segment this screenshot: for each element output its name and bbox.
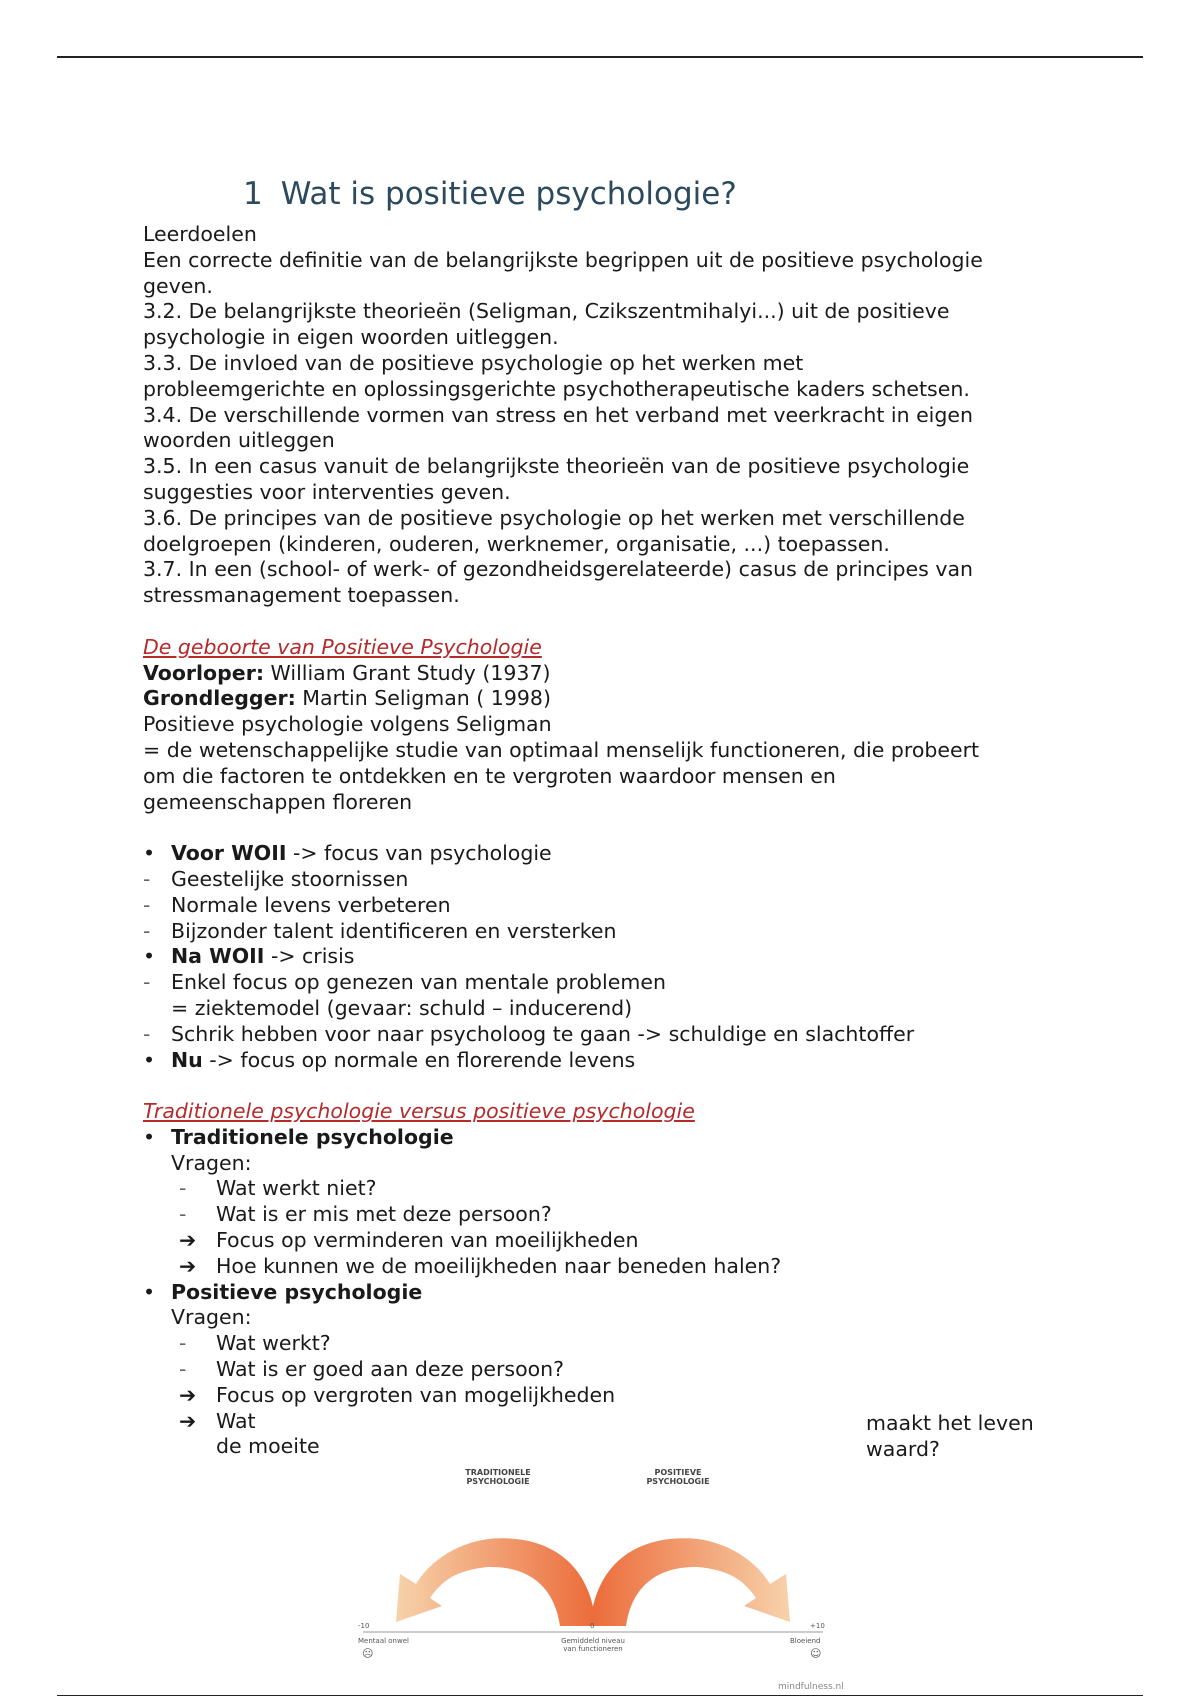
list-item [143,1125,1063,1151]
axis-label-left: Mentaal onwel [358,1637,409,1645]
footer-rule [57,1695,1143,1696]
list-item-text: Bijzonder talent identificeren en versterken [171,918,617,943]
nu-label: Nu [171,1047,203,1072]
leerdoel-line: suggesties voor interventies geven. [143,479,511,504]
axis-label-mid [548,1637,638,1653]
dash-marker: - [179,1331,187,1356]
arrow-icon: ➔ [179,1253,197,1278]
bullet-marker: • [143,1124,156,1149]
chapter-number: 1 [243,176,263,212]
voor-woii-label: Voor WOII [171,841,287,866]
figure-label-line: PSYCHOLOGIE [466,1477,530,1486]
list-item [143,1202,1063,1228]
list-item [143,1357,1063,1383]
list-item [143,1228,1063,1254]
leerdoelen-heading: Leerdoelen [143,222,257,246]
dash-marker: - [143,1021,151,1046]
leerdoel-line: 3.3. De invloed van de positieve psychologie op het werken met [143,350,804,375]
document-body [143,222,1063,1460]
leerdoel-line: 3.4. De verschillende vormen van stress en het verband met veerkracht in eigen [143,402,973,427]
arrow-icon: ➔ [179,1382,197,1407]
leerdoel-line: woorden uitleggen [143,428,335,453]
list-item [143,1280,1063,1306]
list-item [143,1022,1063,1048]
figure-label-line: POSITIEVE [654,1468,702,1477]
wrapped-text-line: maakt het leven [866,1411,1034,1435]
axis-label-line: van functioneren [563,1645,623,1653]
leerdoel-line: 3.2. De belangrijkste theorieën (Seligman, Czikszentmihalyi...) uit de positieve [143,299,950,324]
voor-woii-text: -> focus van psychologie [286,841,552,866]
positieve-arrow [590,1538,790,1626]
definition-line: = de wetenschappelijke studie van optimaal menselijk functioneren, die probeert [143,737,980,762]
leerdoel-line: 3.7. In een (school- of werk- of gezondheidsgerelateerde) casus de principes van [143,557,974,582]
tick-left: -10 [358,1622,370,1630]
axis-label-line: Gemiddeld niveau [561,1637,625,1645]
definition-line: gemeenschappen floreren [143,789,413,814]
figure-label-line: PSYCHOLOGIE [646,1477,710,1486]
grondlegger-line [143,686,1063,712]
list-item [143,841,1063,867]
list-item [143,1331,1063,1357]
trad-title: Traditionele psychologie [171,1124,454,1149]
voorloper-label: Voorloper: [143,660,265,685]
leerdoel-line: 3.6. De principes van de positieve psychologie op het werken met verschillende [143,505,965,530]
list-item [143,970,1063,996]
leerdoel-line: geven. [143,273,213,298]
nu-text: -> focus op normale en florerende levens [202,1047,636,1072]
figure-credit: mindfulness.nl [778,1682,844,1692]
answer-text: Focus op vergroten van mogelijkheden [216,1382,616,1407]
wrapped-text-right [866,1411,1066,1463]
list-item [143,919,1063,945]
dash-marker: - [143,918,151,943]
definition-line: Positieve psychologie volgens Seligman [143,712,552,737]
leerdoel-line: stressmanagement toepassen. [143,583,460,608]
list-item-text: Normale levens verbeteren [171,892,451,917]
leerdoel-line: 3.5. In een casus vanuit de belangrijkste theorieën van de positieve psychologie [143,454,970,479]
question-text: Wat is er mis met deze persoon? [216,1202,552,1227]
section-heading-geboorte: De geboorte van Positieve Psychologie [143,634,542,659]
answer-text: Focus op verminderen van moeilijkheden [216,1228,639,1253]
na-woii-text: -> crisis [264,944,355,969]
list-item-text: Schrik hebben voor naar psycholoog te gaan -> schuldige en slachtoffer [171,1021,915,1046]
voorloper-value: William Grant Study (1937) [264,660,551,685]
na-woii-label: Na WOII [171,944,265,969]
leerdoel-line: psychologie in eigen woorden uitleggen. [143,325,559,350]
leerdoel-line: Een correcte definitie van de belangrijkste begrippen uit de positieve psychologie [143,247,983,272]
vragen-label: Vragen: [171,1305,252,1330]
list-item [143,944,1063,970]
chapter-title-text: Wat is positieve psychologie? [280,176,737,212]
bullet-marker: • [143,1047,156,1072]
dash-marker: - [179,1357,187,1382]
list-item [143,1048,1063,1074]
grondlegger-value: Martin Seligman ( 1998) [295,686,551,711]
sad-face-icon: ☹ [362,1647,374,1660]
list-item-text: Geestelijke stoornissen [171,866,409,891]
answer-text: Hoe kunnen we de moeilijkheden naar beneden halen? [216,1253,782,1278]
bullet-marker: • [143,841,156,866]
tick-right: +10 [810,1622,825,1630]
psychology-arrows-figure [358,1454,844,1694]
happy-face-icon: ☺ [810,1647,822,1660]
arrow-icon: ➔ [179,1228,197,1253]
tick-mid: 0 [590,1622,595,1630]
pos-title: Positieve psychologie [171,1279,423,1304]
section-heading-versus: Traditionele psychologie versus positieve psychologie [143,1099,695,1124]
answer-text: Wat [216,1408,256,1433]
bullet-marker: • [143,944,156,969]
question-text: Wat werkt? [216,1331,331,1356]
header-rule [57,56,1143,58]
voorloper-line [143,661,1063,687]
list-item [143,1254,1063,1280]
vragen-label: Vragen: [171,1150,252,1175]
dash-marker: - [143,970,151,995]
list-item-continuation: = ziektemodel (gevaar: schuld – inducerend) [171,995,633,1020]
dash-marker: - [143,892,151,917]
leerdoel-line: probleemgerichte en oplossingsgerichte psychotherapeutische kaders schetsen. [143,376,970,401]
figure-label-line: TRADITIONELE [465,1468,531,1477]
list-item-text: Enkel focus op genezen van mentale problemen [171,970,666,995]
list-item [143,1176,1063,1202]
question-text: Wat is er goed aan deze persoon? [216,1357,565,1382]
wrapped-text-line: waard? [866,1436,940,1461]
grondlegger-label: Grondlegger: [143,686,296,711]
dash-marker: - [179,1176,187,1201]
list-item-continuation: de moeite [216,1434,320,1459]
list-item [143,1383,1063,1409]
list-item [143,893,1063,919]
axis-label-right: Bloeiend [790,1637,821,1645]
traditionele-arrow [396,1538,596,1626]
question-text: Wat werkt niet? [216,1176,377,1201]
chapter-title [243,176,737,212]
leerdoel-line: doelgroepen (kinderen, ouderen, werknemer, organisatie, ...) toepassen. [143,531,890,556]
definition-line: om die factoren te ontdekken en te vergroten waardoor mensen en [143,763,836,788]
bullet-marker: • [143,1279,156,1304]
dash-marker: - [143,866,151,891]
dash-marker: - [179,1202,187,1227]
arrow-icon: ➔ [179,1408,197,1433]
list-item [143,867,1063,893]
